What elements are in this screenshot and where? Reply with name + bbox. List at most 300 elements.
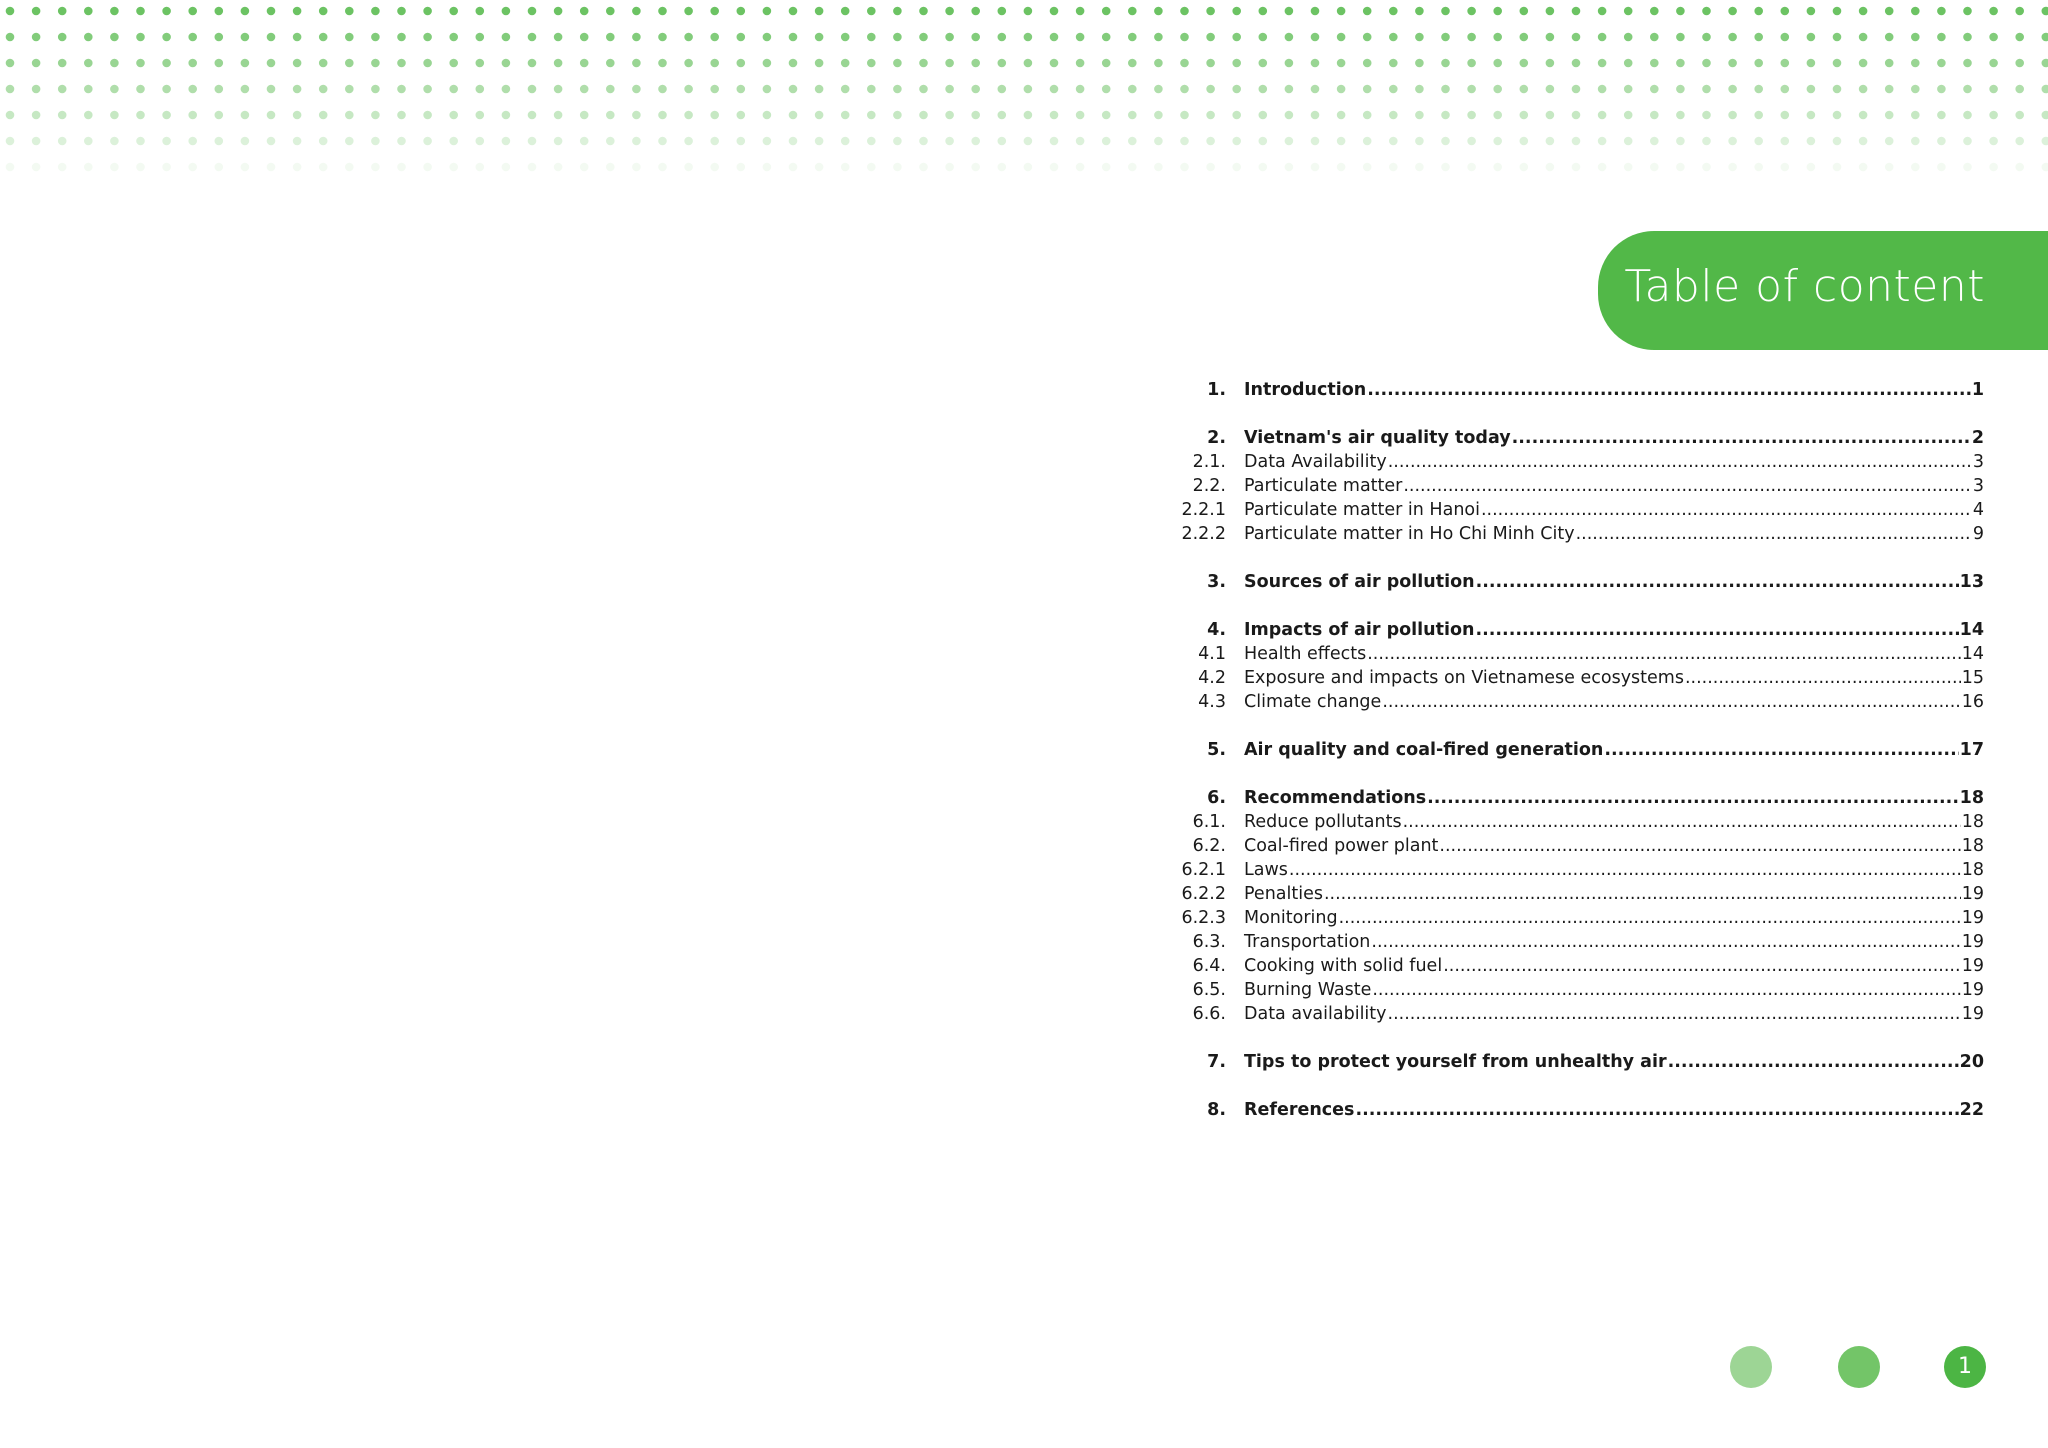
pattern-dot	[1833, 33, 1842, 42]
pattern-dot	[1102, 137, 1111, 146]
pattern-dot	[1520, 59, 1529, 68]
pattern-dot	[267, 85, 276, 94]
pattern-dot	[110, 33, 119, 42]
pattern-dot	[763, 59, 772, 68]
pattern-dot	[1624, 33, 1633, 42]
pattern-dot	[319, 7, 328, 16]
title-banner	[1598, 231, 2048, 350]
pattern-dot	[1415, 7, 1424, 16]
pattern-dot	[893, 163, 902, 172]
pattern-dot	[919, 85, 928, 94]
pattern-dot	[1781, 111, 1790, 120]
pattern-dot	[162, 137, 171, 146]
pattern-dot	[136, 163, 145, 172]
toc-entry-label: Climate change	[1244, 692, 1382, 712]
pattern-dot	[1102, 7, 1111, 16]
pattern-dot	[449, 111, 458, 120]
pattern-dot	[1259, 85, 1268, 94]
pattern-dot	[998, 7, 1007, 16]
pattern-dot	[423, 33, 432, 42]
pattern-dot	[1285, 7, 1294, 16]
pattern-dot	[1076, 33, 1085, 42]
toc-entry-page: 20	[1959, 1052, 1984, 1072]
pattern-dot	[867, 85, 876, 94]
pattern-dot	[1702, 163, 1711, 172]
pattern-dot	[371, 33, 380, 42]
pattern-dot	[1337, 33, 1346, 42]
pattern-dot	[1311, 137, 1320, 146]
toc-entry[interactable]	[1160, 908, 1984, 932]
pattern-dot	[1963, 163, 1972, 172]
pattern-dot	[1363, 85, 1372, 94]
toc-entry[interactable]	[1160, 452, 1984, 476]
pattern-dot	[136, 33, 145, 42]
pattern-dot	[1311, 33, 1320, 42]
pattern-dot	[1337, 111, 1346, 120]
pattern-dot	[110, 59, 119, 68]
pattern-dot	[710, 137, 719, 146]
pattern-dot	[710, 7, 719, 16]
toc-entry-leader	[1475, 620, 1958, 640]
pattern-dot	[1206, 163, 1215, 172]
pattern-dot	[1728, 7, 1737, 16]
pattern-dot	[1363, 59, 1372, 68]
pattern-dot	[789, 163, 798, 172]
pattern-dot	[684, 137, 693, 146]
toc-entry-leader	[1371, 932, 1960, 952]
toc-entry-leader	[1372, 980, 1960, 1000]
pattern-dot	[1624, 137, 1633, 146]
pattern-dot	[1259, 59, 1268, 68]
pattern-dot	[1337, 137, 1346, 146]
pattern-dot	[1885, 7, 1894, 16]
pattern-dot	[2015, 163, 2024, 172]
toc-entry-label: Health effects	[1244, 644, 1367, 664]
pattern-dot	[737, 59, 746, 68]
pattern-dot	[110, 111, 119, 120]
pattern-dot	[1493, 59, 1502, 68]
pattern-dot	[1989, 59, 1998, 68]
pattern-dot	[1650, 137, 1659, 146]
pattern-dot	[1963, 33, 1972, 42]
pattern-dot	[1728, 85, 1737, 94]
pattern-dot	[449, 163, 458, 172]
pattern-dot	[1076, 111, 1085, 120]
toc-entry-leader	[1388, 1004, 1961, 1024]
pattern-dot	[1415, 137, 1424, 146]
pattern-dot	[1102, 163, 1111, 172]
pattern-dot	[1389, 111, 1398, 120]
toc-entry[interactable]	[1160, 788, 1984, 812]
toc-entry-leader	[1403, 476, 1972, 496]
pattern-dot	[84, 163, 93, 172]
pattern-dot	[1206, 7, 1215, 16]
pattern-dot	[397, 59, 406, 68]
toc-entry-number: 4.3	[1198, 692, 1226, 712]
pattern-dot	[1024, 85, 1033, 94]
pattern-dot	[502, 59, 511, 68]
pattern-dot	[815, 85, 824, 94]
pattern-dot	[319, 137, 328, 146]
pattern-dot	[188, 137, 197, 146]
pattern-dot	[1807, 163, 1816, 172]
pattern-dot	[1311, 85, 1320, 94]
pattern-dot	[2015, 7, 2024, 16]
pattern-dot	[162, 7, 171, 16]
pattern-dot	[1598, 85, 1607, 94]
pattern-dot	[1911, 163, 1920, 172]
pattern-dot	[1937, 111, 1946, 120]
pattern-dot	[1911, 111, 1920, 120]
toc-entry-label: Data availability	[1244, 1004, 1387, 1024]
pattern-dot	[2042, 163, 2048, 172]
pattern-dot	[1337, 7, 1346, 16]
pattern-dot	[6, 85, 15, 94]
toc-entry[interactable]	[1160, 956, 1984, 980]
pattern-dot	[476, 59, 485, 68]
pattern-dot	[188, 111, 197, 120]
pattern-dot	[1911, 85, 1920, 94]
pattern-dot	[6, 59, 15, 68]
pattern-dot	[1754, 33, 1763, 42]
pattern-dot	[632, 85, 641, 94]
pattern-dot	[1781, 59, 1790, 68]
pattern-dot	[893, 59, 902, 68]
toc-entry-leader	[1367, 644, 1961, 664]
pattern-dot	[1285, 59, 1294, 68]
pattern-dot	[1389, 33, 1398, 42]
pattern-dot	[1285, 163, 1294, 172]
toc-entry-number: 2.2.2	[1181, 524, 1226, 544]
toc-entry-label: Recommendations	[1244, 788, 1427, 808]
pattern-dot	[476, 163, 485, 172]
pattern-dot	[528, 137, 537, 146]
toc-entry-leader	[1443, 956, 1961, 976]
pattern-dot	[1050, 137, 1059, 146]
pattern-dot	[1441, 163, 1450, 172]
pattern-dot	[684, 33, 693, 42]
toc-entry-page: 2	[1971, 428, 1984, 448]
pattern-dot	[1232, 33, 1241, 42]
pattern-dot	[1206, 33, 1215, 42]
toc-entry-number: 3.	[1207, 572, 1226, 592]
pattern-dot	[580, 59, 589, 68]
pattern-dot	[1885, 33, 1894, 42]
pattern-dot	[789, 59, 798, 68]
pattern-dot	[658, 33, 667, 42]
pattern-dot	[1154, 111, 1163, 120]
pattern-dot	[1989, 111, 1998, 120]
toc-entry[interactable]	[1160, 476, 1984, 500]
toc-entry-page: 1	[1971, 380, 1984, 400]
pattern-dot	[1702, 7, 1711, 16]
pattern-dot	[554, 137, 563, 146]
pattern-dot	[423, 163, 432, 172]
pattern-dot	[267, 59, 276, 68]
toc-entry[interactable]	[1160, 932, 1984, 956]
pattern-dot	[1989, 163, 1998, 172]
pattern-dot	[1781, 85, 1790, 94]
pattern-dot	[162, 59, 171, 68]
pattern-dot	[737, 163, 746, 172]
pattern-dot	[1546, 163, 1555, 172]
toc-entry-leader	[1339, 908, 1961, 928]
pattern-dot	[1180, 111, 1189, 120]
pattern-dot	[606, 137, 615, 146]
pattern-dot	[293, 163, 302, 172]
pattern-dot	[893, 111, 902, 120]
pattern-dot	[1337, 163, 1346, 172]
toc-entry-label: Transportation	[1244, 932, 1371, 952]
toc-entry-label: Particulate matter in Hanoi	[1244, 500, 1480, 520]
pattern-dot	[1624, 111, 1633, 120]
pattern-dot	[1963, 7, 1972, 16]
pattern-dot	[554, 33, 563, 42]
pattern-dot	[1885, 59, 1894, 68]
pattern-dot	[1441, 85, 1450, 94]
pattern-dot	[1467, 163, 1476, 172]
toc-entry-leader	[1604, 740, 1958, 760]
pattern-dot	[188, 163, 197, 172]
pattern-dot	[1754, 111, 1763, 120]
toc-entry-label: Air quality and coal-fired generation	[1244, 740, 1604, 760]
pattern-dot	[1180, 7, 1189, 16]
toc-entry-leader	[1367, 380, 1971, 400]
pattern-dot	[1024, 137, 1033, 146]
pattern-dot	[841, 163, 850, 172]
pattern-dot	[1076, 137, 1085, 146]
toc-entry[interactable]	[1160, 572, 1984, 596]
pattern-dot	[1024, 111, 1033, 120]
pattern-dot	[606, 111, 615, 120]
pattern-dot	[345, 111, 354, 120]
pattern-dot	[1702, 59, 1711, 68]
pattern-dot	[1546, 33, 1555, 42]
pattern-dot	[528, 33, 537, 42]
pattern-dot	[397, 33, 406, 42]
toc-entry[interactable]	[1160, 884, 1984, 908]
toc-entry-label: Impacts of air pollution	[1244, 620, 1475, 640]
toc-entry-number: 1.	[1207, 380, 1226, 400]
pattern-dot	[1911, 33, 1920, 42]
pattern-dot	[215, 137, 224, 146]
pattern-dot	[789, 33, 798, 42]
toc-entry[interactable]	[1160, 620, 1984, 644]
pattern-dot	[1285, 33, 1294, 42]
pattern-dot	[136, 137, 145, 146]
pattern-dot	[58, 59, 67, 68]
pattern-dot	[110, 85, 119, 94]
pattern-dot	[632, 33, 641, 42]
pattern-dot	[397, 163, 406, 172]
pattern-dot	[110, 7, 119, 16]
pattern-dot	[267, 163, 276, 172]
pattern-dot	[1781, 7, 1790, 16]
pattern-dot	[502, 163, 511, 172]
pattern-dot	[1624, 7, 1633, 16]
toc-entry[interactable]	[1160, 1052, 1984, 1076]
pattern-dot	[1285, 85, 1294, 94]
toc-entry[interactable]	[1160, 380, 1984, 404]
pattern-dot	[1076, 163, 1085, 172]
pattern-dot	[1859, 163, 1868, 172]
toc-entry[interactable]	[1160, 836, 1984, 860]
toc-entry[interactable]	[1160, 668, 1984, 692]
pattern-dot	[1572, 163, 1581, 172]
pattern-dot	[919, 33, 928, 42]
pattern-dot	[345, 59, 354, 68]
pattern-dot	[1754, 137, 1763, 146]
pattern-dot	[1546, 85, 1555, 94]
pattern-dot	[710, 111, 719, 120]
pattern-dot	[58, 33, 67, 42]
pattern-dot	[684, 111, 693, 120]
pattern-dot	[215, 7, 224, 16]
pattern-dot	[606, 7, 615, 16]
pattern-dot	[1963, 137, 1972, 146]
pattern-dot	[1493, 33, 1502, 42]
pattern-dot	[1989, 33, 1998, 42]
pattern-dot	[162, 85, 171, 94]
pattern-dot	[2015, 137, 2024, 146]
toc-entry-leader	[1403, 812, 1961, 832]
toc-entry-number: 5.	[1207, 740, 1226, 760]
pattern-dot	[789, 85, 798, 94]
pattern-dot	[945, 85, 954, 94]
pattern-dot	[554, 59, 563, 68]
toc-entry-leader	[1382, 692, 1960, 712]
toc-entry-label: Penalties	[1244, 884, 1323, 904]
pattern-dot	[58, 111, 67, 120]
pattern-dot	[1441, 111, 1450, 120]
dot-pattern-decoration	[0, 0, 2048, 180]
pattern-dot	[1024, 33, 1033, 42]
pattern-dot	[1337, 59, 1346, 68]
pattern-dot	[371, 163, 380, 172]
page-number: 1	[1944, 1346, 1986, 1388]
toc-entry[interactable]	[1160, 428, 1984, 452]
pattern-dot	[1937, 33, 1946, 42]
pattern-dot	[423, 111, 432, 120]
toc-entry-number: 6.2.	[1192, 836, 1226, 856]
pattern-dot	[580, 33, 589, 42]
pattern-dot	[998, 163, 1007, 172]
pattern-dot	[293, 85, 302, 94]
pattern-dot	[32, 111, 41, 120]
pattern-dot	[1128, 137, 1137, 146]
toc-entry[interactable]	[1160, 1100, 1984, 1124]
pattern-dot	[215, 85, 224, 94]
pattern-dot	[345, 7, 354, 16]
pattern-dot	[84, 33, 93, 42]
pattern-dot	[658, 163, 667, 172]
pattern-dot	[32, 137, 41, 146]
pattern-dot	[1154, 33, 1163, 42]
pattern-dot	[737, 7, 746, 16]
toc-entry[interactable]	[1160, 524, 1984, 548]
toc-entry-number: 6.2.2	[1181, 884, 1226, 904]
pattern-dot	[606, 59, 615, 68]
toc-entry[interactable]	[1160, 860, 1984, 884]
toc-entry-page: 14	[1959, 620, 1984, 640]
pattern-dot	[632, 137, 641, 146]
pattern-dot	[1076, 7, 1085, 16]
toc-entry-leader	[1439, 836, 1960, 856]
pattern-dot	[580, 163, 589, 172]
pattern-dot	[1624, 59, 1633, 68]
pattern-dot	[1963, 85, 1972, 94]
pattern-dot	[971, 33, 980, 42]
pattern-dot	[632, 163, 641, 172]
pattern-dot	[1781, 33, 1790, 42]
pattern-dot	[658, 111, 667, 120]
toc-entry-number: 4.	[1207, 620, 1226, 640]
pattern-dot	[1415, 59, 1424, 68]
toc-entry-leader	[1481, 500, 1972, 520]
pattern-dot	[763, 33, 772, 42]
toc-entry[interactable]	[1160, 500, 1984, 524]
toc-entry-page: 19	[1961, 956, 1984, 976]
toc-entry[interactable]	[1160, 812, 1984, 836]
pattern-dot	[449, 33, 458, 42]
pattern-dot	[763, 137, 772, 146]
pattern-dot	[1311, 111, 1320, 120]
pattern-dot	[1650, 59, 1659, 68]
pattern-dot	[1702, 85, 1711, 94]
pattern-dot	[867, 33, 876, 42]
pattern-dot	[1415, 85, 1424, 94]
pattern-dot	[1572, 137, 1581, 146]
pattern-dot	[763, 7, 772, 16]
pattern-dot	[1128, 59, 1137, 68]
table-of-contents	[1160, 380, 1984, 1124]
pattern-dot	[1702, 111, 1711, 120]
pattern-dot	[136, 59, 145, 68]
toc-entry[interactable]	[1160, 740, 1984, 764]
pattern-dot	[1154, 7, 1163, 16]
pattern-dot	[397, 111, 406, 120]
pattern-dot	[2042, 7, 2048, 16]
pattern-dot	[1937, 7, 1946, 16]
pattern-dot	[1076, 59, 1085, 68]
pattern-dot	[1024, 7, 1033, 16]
pattern-dot	[1389, 85, 1398, 94]
pattern-dot	[1259, 7, 1268, 16]
toc-entry[interactable]	[1160, 692, 1984, 716]
pattern-dot	[554, 111, 563, 120]
pattern-dot	[945, 163, 954, 172]
pattern-dot	[423, 59, 432, 68]
pattern-dot	[1650, 85, 1659, 94]
toc-entry[interactable]	[1160, 644, 1984, 668]
pattern-dot	[84, 59, 93, 68]
pattern-dot	[2015, 33, 2024, 42]
pattern-dot	[1232, 111, 1241, 120]
pattern-dot	[1232, 59, 1241, 68]
pattern-dot	[658, 85, 667, 94]
pattern-dot	[737, 111, 746, 120]
pattern-dot	[1337, 85, 1346, 94]
pattern-dot	[528, 59, 537, 68]
toc-entry-label: Cooking with solid fuel	[1244, 956, 1443, 976]
toc-entry[interactable]	[1160, 1004, 1984, 1028]
pattern-dot	[1676, 137, 1685, 146]
pattern-dot	[293, 7, 302, 16]
pattern-dot	[1937, 59, 1946, 68]
toc-entry[interactable]	[1160, 980, 1984, 1004]
pattern-dot	[1598, 7, 1607, 16]
toc-entry-number: 7.	[1207, 1052, 1226, 1072]
